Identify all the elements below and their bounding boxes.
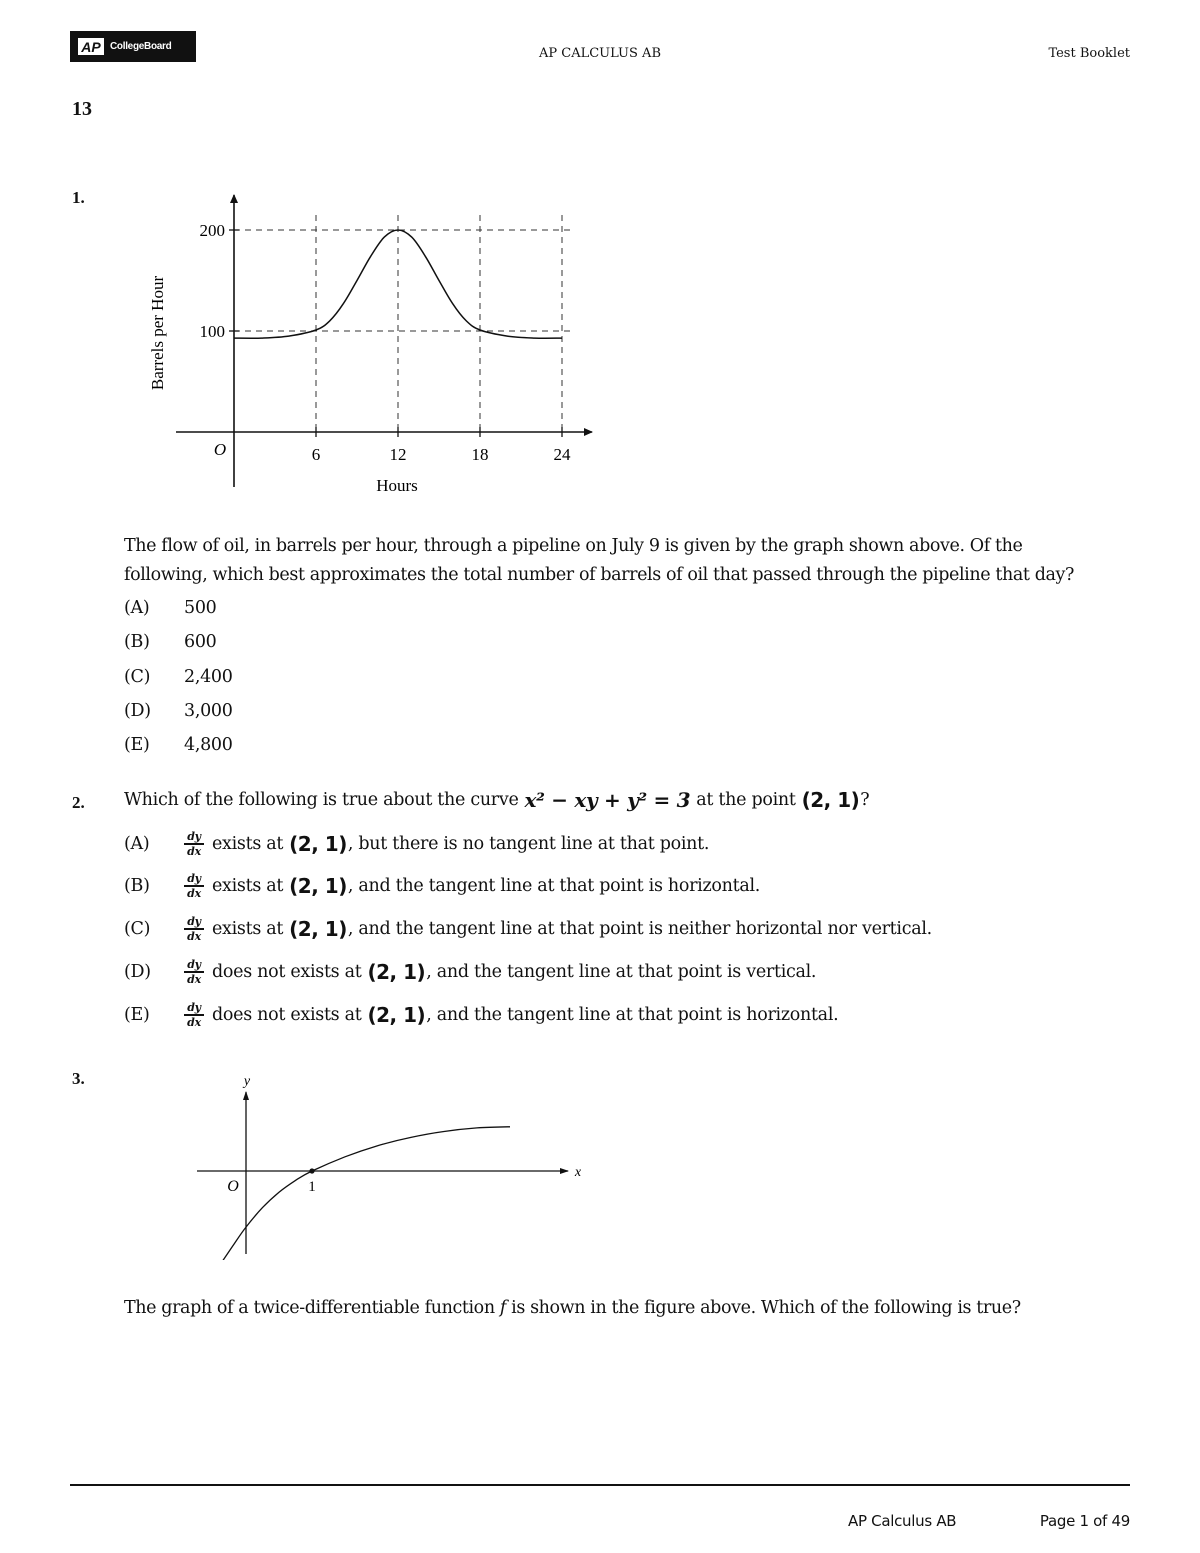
choice-label: (A)	[124, 598, 150, 618]
x-intercept-point	[309, 1168, 314, 1173]
dy-dx-fraction: $\frac{dy}{dx}$	[184, 916, 204, 942]
choice-label: (D)	[124, 701, 151, 721]
choice-label: (D)	[124, 962, 151, 982]
question-1-stem: The flow of oil, in barrels per hour, through a pipeline on July 9 is given by the graph shown above. Of the following, which best approximates the total number of barrels of oil that passed through the pipeline that day?	[124, 536, 1075, 585]
question-2-choice-b[interactable]	[124, 873, 760, 899]
choice-label: (B)	[124, 632, 150, 652]
x-tick-label: 6	[311, 445, 321, 464]
curve-equation: x² − xy + y² = 3	[524, 788, 691, 812]
question-3-stem	[124, 1294, 1104, 1323]
question-1-choice-c[interactable]	[124, 667, 233, 687]
stem-text: is shown in the figure above. Which of the following is true?	[511, 1298, 1021, 1318]
x-axis-title: Hours	[376, 476, 418, 495]
origin-label: O	[213, 440, 227, 459]
question-1-choice-d[interactable]	[124, 701, 233, 721]
footer-divider	[70, 1484, 1130, 1486]
question-2-stem	[124, 788, 869, 812]
origin-label: O	[227, 1178, 239, 1195]
oil-flow-chart	[140, 185, 610, 505]
question-2-choice-c[interactable]	[124, 916, 932, 942]
x-tick-label: 1	[308, 1179, 316, 1195]
choice-label: (C)	[124, 667, 151, 687]
question-1-choice-e[interactable]	[124, 735, 233, 755]
question-1-number: 1.	[72, 188, 85, 207]
choice-text: 500	[184, 598, 217, 618]
stem-text: Which of the following is true about the curve	[124, 790, 519, 810]
question-2-choice-d[interactable]	[124, 959, 816, 985]
choice-text: , and the tangent line at that point is vertical.	[426, 962, 817, 982]
choice-text: , and the tangent line at that point is horizontal.	[426, 1005, 839, 1025]
x-tick-label: 24	[553, 445, 571, 464]
y-tick-label: 100	[199, 322, 225, 341]
collegeboard-wordmark: CollegeBoard	[110, 41, 172, 52]
header-title: AP CALCULUS AB	[539, 46, 661, 61]
point: (2, 1)	[289, 917, 347, 941]
choice-text: , and the tangent line at that point is neither horizontal nor vertical.	[347, 919, 932, 939]
function-f-curve	[220, 1127, 510, 1260]
choice-label: (A)	[124, 834, 150, 854]
choice-text: exists at	[212, 834, 284, 854]
point: (2, 1)	[289, 874, 347, 898]
choice-text: 600	[184, 632, 217, 652]
point: (2, 1)	[289, 832, 347, 856]
stem-text: at the point	[696, 790, 796, 810]
x-tick-label: 18	[471, 445, 489, 464]
header-right: Test Booklet	[1048, 46, 1130, 61]
question-3-number: 3.	[72, 1069, 85, 1088]
choice-label: (B)	[124, 876, 150, 896]
booklet-number: 13	[72, 98, 92, 120]
function-name: f	[499, 1298, 506, 1318]
choice-text: 3,000	[184, 701, 233, 721]
choice-text: does not exists at	[212, 1005, 362, 1025]
point: (2, 1)	[367, 960, 426, 984]
dy-dx-fraction: $\frac{dy}{dx}$	[184, 1002, 204, 1028]
stem-text: ?	[860, 790, 870, 810]
point: (2, 1)	[367, 1003, 426, 1027]
choice-label: (E)	[124, 735, 150, 755]
footer-page-number: Page 1 of 49	[1039, 1512, 1130, 1530]
choice-text: , but there is no tangent line at that point.	[347, 834, 710, 854]
question-1-choice-b[interactable]	[124, 632, 217, 652]
question-2-choice-a[interactable]	[124, 831, 709, 857]
x-tick-label: 12	[389, 445, 407, 464]
question-2-choice-e[interactable]	[124, 1002, 838, 1028]
function-f-graph	[190, 1065, 590, 1260]
choice-text: does not exists at	[212, 962, 362, 982]
choice-text: , and the tangent line at that point is horizontal.	[347, 876, 761, 896]
footer-course: AP Calculus AB	[848, 1512, 957, 1530]
point: (2, 1)	[801, 788, 860, 812]
choice-text: exists at	[212, 919, 284, 939]
y-axis-title: Barrels per Hour	[148, 275, 167, 391]
ap-logo-mark: AP	[78, 38, 104, 55]
dy-dx-fraction: $\frac{dy}{dx}$	[184, 873, 204, 899]
stem-text: The graph of a twice-differentiable function	[124, 1298, 495, 1318]
y-tick-label: 200	[199, 221, 225, 240]
question-2-number: 2.	[72, 793, 85, 812]
choice-text: 4,800	[184, 735, 233, 755]
dy-dx-fraction: $\frac{dy}{dx}$	[184, 959, 204, 985]
question-1-choice-a[interactable]	[124, 598, 217, 618]
choice-label: (E)	[124, 1005, 150, 1025]
x-axis-title: x	[574, 1165, 582, 1180]
choice-label: (C)	[124, 919, 151, 939]
choice-text: exists at	[212, 876, 284, 896]
choice-text: 2,400	[184, 667, 233, 687]
y-axis-title: y	[243, 1074, 251, 1089]
dy-dx-fraction: $\frac{dy}{dx}$	[184, 831, 204, 857]
